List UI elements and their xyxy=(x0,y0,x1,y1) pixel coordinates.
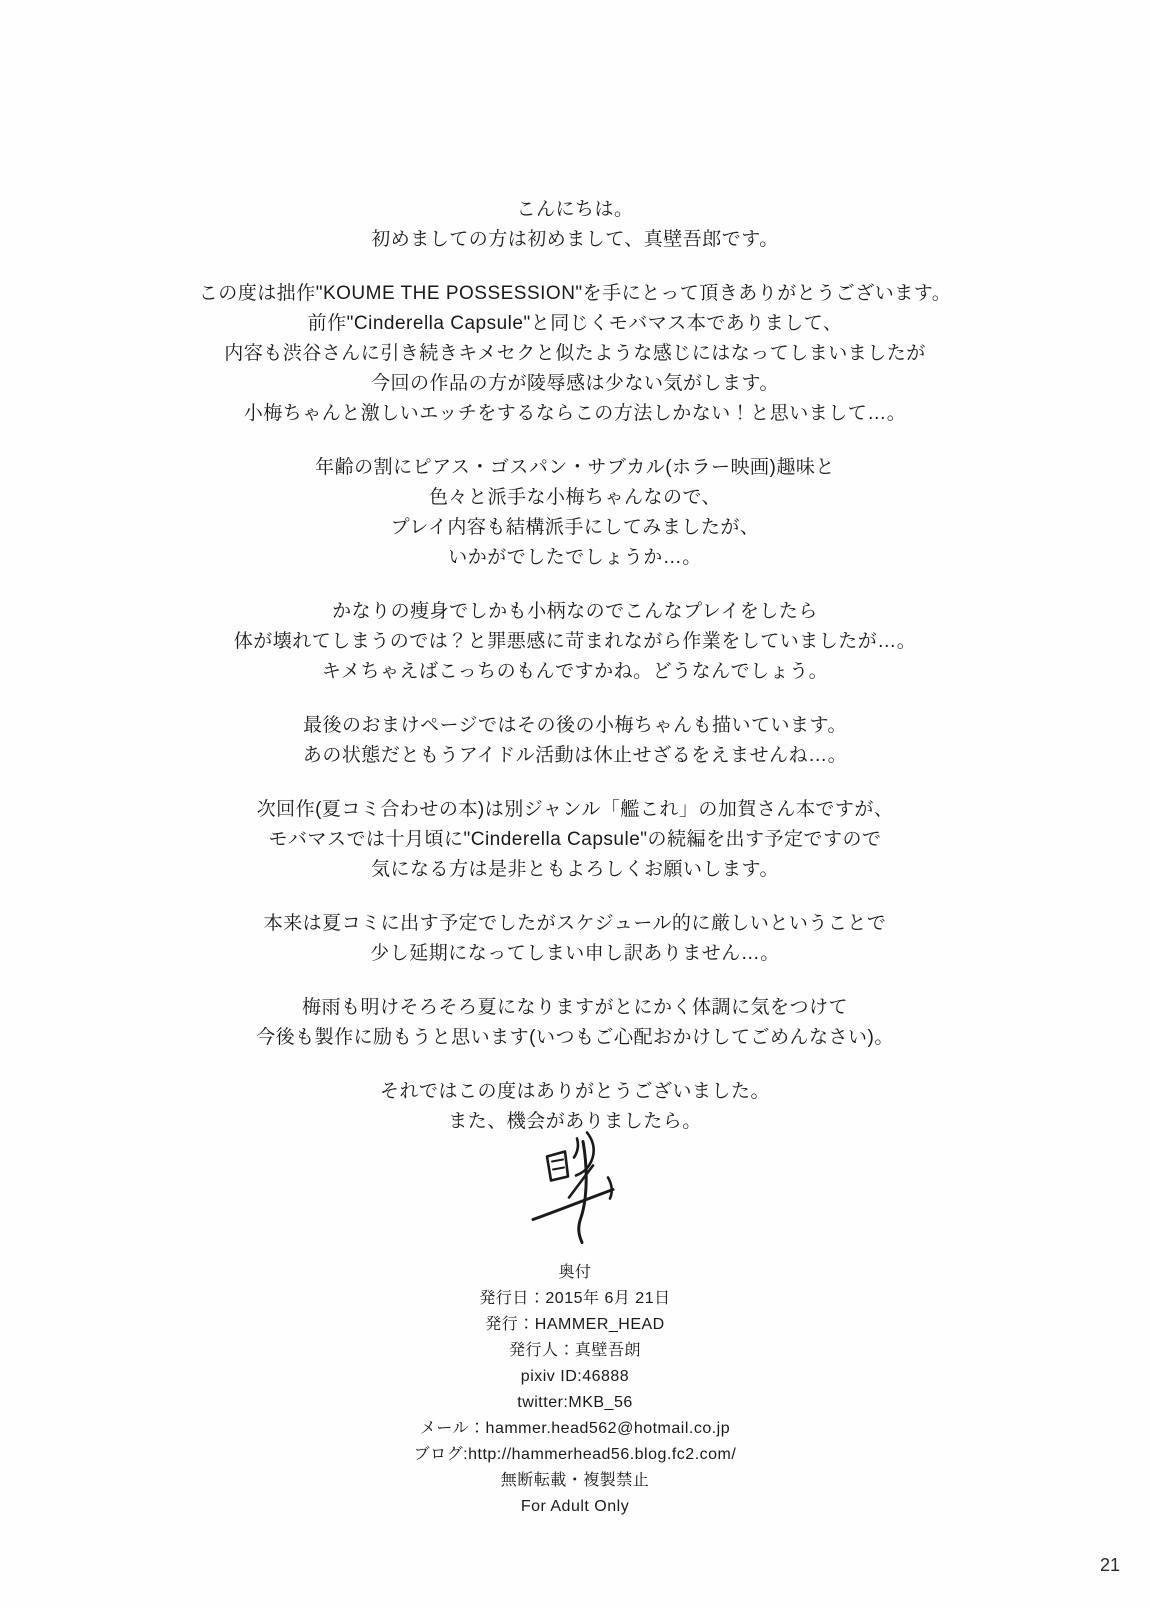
colophon-line: pixiv ID:46888 xyxy=(520,1368,630,1385)
afterword-paragraph xyxy=(0,195,1150,255)
afterword-line: 今回の作品の方が陵辱感は少ない気がします。 xyxy=(371,373,779,394)
afterword-line: 今後も製作に励もうと思います(いつもご心配おかけしてごめんなさい)。 xyxy=(256,1027,894,1048)
colophon-line: twitter:MKB_56 xyxy=(517,1394,633,1411)
afterword-line: 少し延期になってしまい申し訳ありません…。 xyxy=(370,943,780,964)
afterword-line: 年齢の割にピアス・ゴスパン・サブカル(ホラー映画)趣味と xyxy=(315,457,835,478)
afterword-line: 次回作(夏コミ合わせの本)は別ジャンル「艦これ」の加賀さん本ですが、 xyxy=(256,799,894,820)
colophon-block xyxy=(0,1260,1150,1520)
colophon-line: 発行日：2015年 6月 21日 xyxy=(479,1290,671,1307)
colophon-lines xyxy=(0,1286,1150,1520)
afterword-text-block xyxy=(0,195,1150,1161)
afterword-line: いかがでしたでしょうか…。 xyxy=(448,547,702,568)
afterword-line: この度は拙作"KOUME THE POSSESSION"を手にとって頂きありがとうございます。 xyxy=(198,283,952,304)
afterword-paragraph xyxy=(0,279,1150,429)
afterword-line: あの状態だともうアイドル活動は休止せざるをえませんね…。 xyxy=(302,745,848,766)
afterword-line: 気になる方は是非ともよろしくお願いします。 xyxy=(371,859,779,880)
afterword-line: 梅雨も明けそろそろ夏になりますがとにかく体調に気をつけて xyxy=(301,997,848,1018)
afterword-line: 初めましての方は初めまして、真壁吾郎です。 xyxy=(371,229,779,250)
afterword-paragraph xyxy=(0,453,1150,573)
author-signature xyxy=(528,1128,623,1246)
afterword-line: 小梅ちゃんと激しいエッチをするならこの方法しかない！と思いまして…。 xyxy=(243,403,907,424)
colophon-line: 発行：HAMMER_HEAD xyxy=(485,1316,665,1333)
afterword-line: それではこの度はありがとうございました。 xyxy=(379,1081,770,1102)
colophon-line: 無断転載・複製禁止 xyxy=(500,1472,650,1489)
afterword-line: また、機会がありましたら。 xyxy=(448,1111,702,1132)
page-number: 21 xyxy=(1099,1555,1120,1575)
afterword-line: かなりの痩身でしかも小柄なのでこんなプレイをしたら xyxy=(332,601,818,622)
afterword-line: モバマスでは十月頃に"Cinderella Capsule"の続編を出す予定ですので xyxy=(268,829,882,850)
afterword-line: 体が壊れてしまうのでは？と罪悪感に苛まれながら作業をしていましたが…。 xyxy=(233,631,917,652)
colophon-line: 発行人：真壁吾朗 xyxy=(508,1342,641,1359)
afterword-line: 色々と派手な小梅ちゃんなので、 xyxy=(428,487,722,508)
colophon-line: For Adult Only xyxy=(520,1498,630,1515)
afterword-line: 内容も渋谷さんに引き続きキメセクと似たような感じにはなってしまいましたが xyxy=(224,343,926,364)
afterword-paragraph xyxy=(0,711,1150,771)
afterword-paragraph xyxy=(0,909,1150,969)
afterword-line: 前作"Cinderella Capsule"と同じくモバマス本でありまして、 xyxy=(307,313,843,334)
colophon-line: メール：hammer.head562@hotmail.co.jp xyxy=(419,1420,731,1437)
afterword-paragraph xyxy=(0,597,1150,687)
afterword-paragraph xyxy=(0,993,1150,1053)
afterword-line: キメちゃえばこっちのもんですかね。どうなんでしょう。 xyxy=(321,661,829,682)
afterword-line: こんにちは。 xyxy=(516,199,634,220)
afterword-line: プレイ内容も結構派手にしてみましたが、 xyxy=(390,517,760,538)
afterword-line: 最後のおまけページではその後の小梅ちゃんも描いています。 xyxy=(302,715,848,736)
afterword-paragraph xyxy=(0,795,1150,885)
afterword-line: 本来は夏コミに出す予定でしたがスケジュール的に厳しいということで xyxy=(263,913,887,934)
colophon-line: ブログ:http://hammerhead56.blog.fc2.com/ xyxy=(413,1446,737,1463)
author-signature-icon xyxy=(528,1128,623,1246)
colophon-title: 奥付 xyxy=(558,1264,592,1281)
